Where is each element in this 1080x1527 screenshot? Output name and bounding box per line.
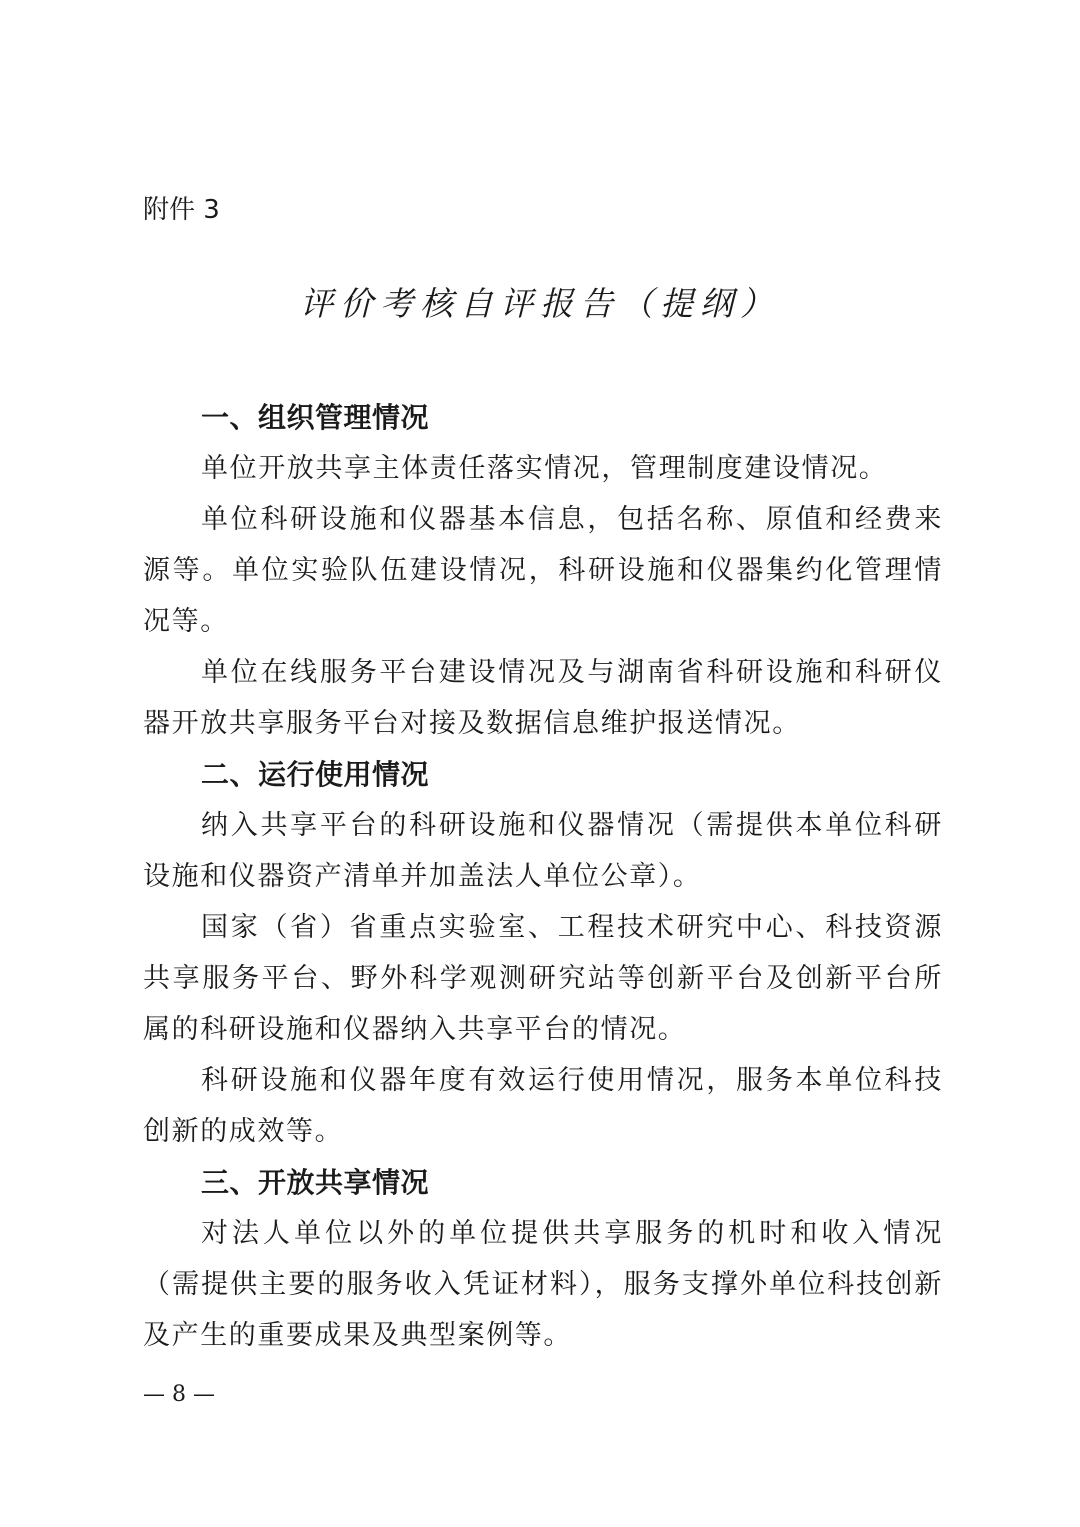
paragraph: 国家（省）省重点实验室、工程技术研究中心、科技资源共享服务平台、野外科学观测研究站等创新平台及创新平台所属的科研设施和仪器纳入共享平台的情况。 (143, 912, 943, 1045)
page-number: — 8 — (143, 1382, 215, 1407)
paragraph: 单位开放共享主体责任落实情况，管理制度建设情况。 (201, 453, 888, 484)
attachment-label: 附件 3 (143, 195, 220, 225)
section-heading: 一、组织管理情况 (201, 401, 430, 434)
section-heading: 三、开放共享情况 (201, 1166, 430, 1199)
paragraph: 科研设施和仪器年度有效运行使用情况，服务本单位科技创新的成效等。 (143, 1065, 943, 1147)
document-title: 评价考核自评报告（提纲） (300, 284, 780, 323)
document-body (143, 392, 943, 1361)
section-heading: 二、运行使用情况 (201, 758, 430, 791)
paragraph: 纳入共享平台的科研设施和仪器情况（需提供本单位科研设施和仪器资产清单并加盖法人单位公章）。 (143, 810, 943, 892)
paragraph: 单位科研设施和仪器基本信息，包括名称、原值和经费来源等。单位实验队伍建设情况，科研设施和仪器集约化管理情况等。 (143, 504, 943, 637)
paragraph: 单位在线服务平台建设情况及与湖南省科研设施和科研仪器开放共享服务平台对接及数据信息维护报送情况。 (143, 657, 943, 739)
paragraph: 对法人单位以外的单位提供共享服务的机时和收入情况（需提供主要的服务收入凭证材料），服务支撑外单位科技创新及产生的重要成果及典型案例等。 (143, 1218, 943, 1351)
